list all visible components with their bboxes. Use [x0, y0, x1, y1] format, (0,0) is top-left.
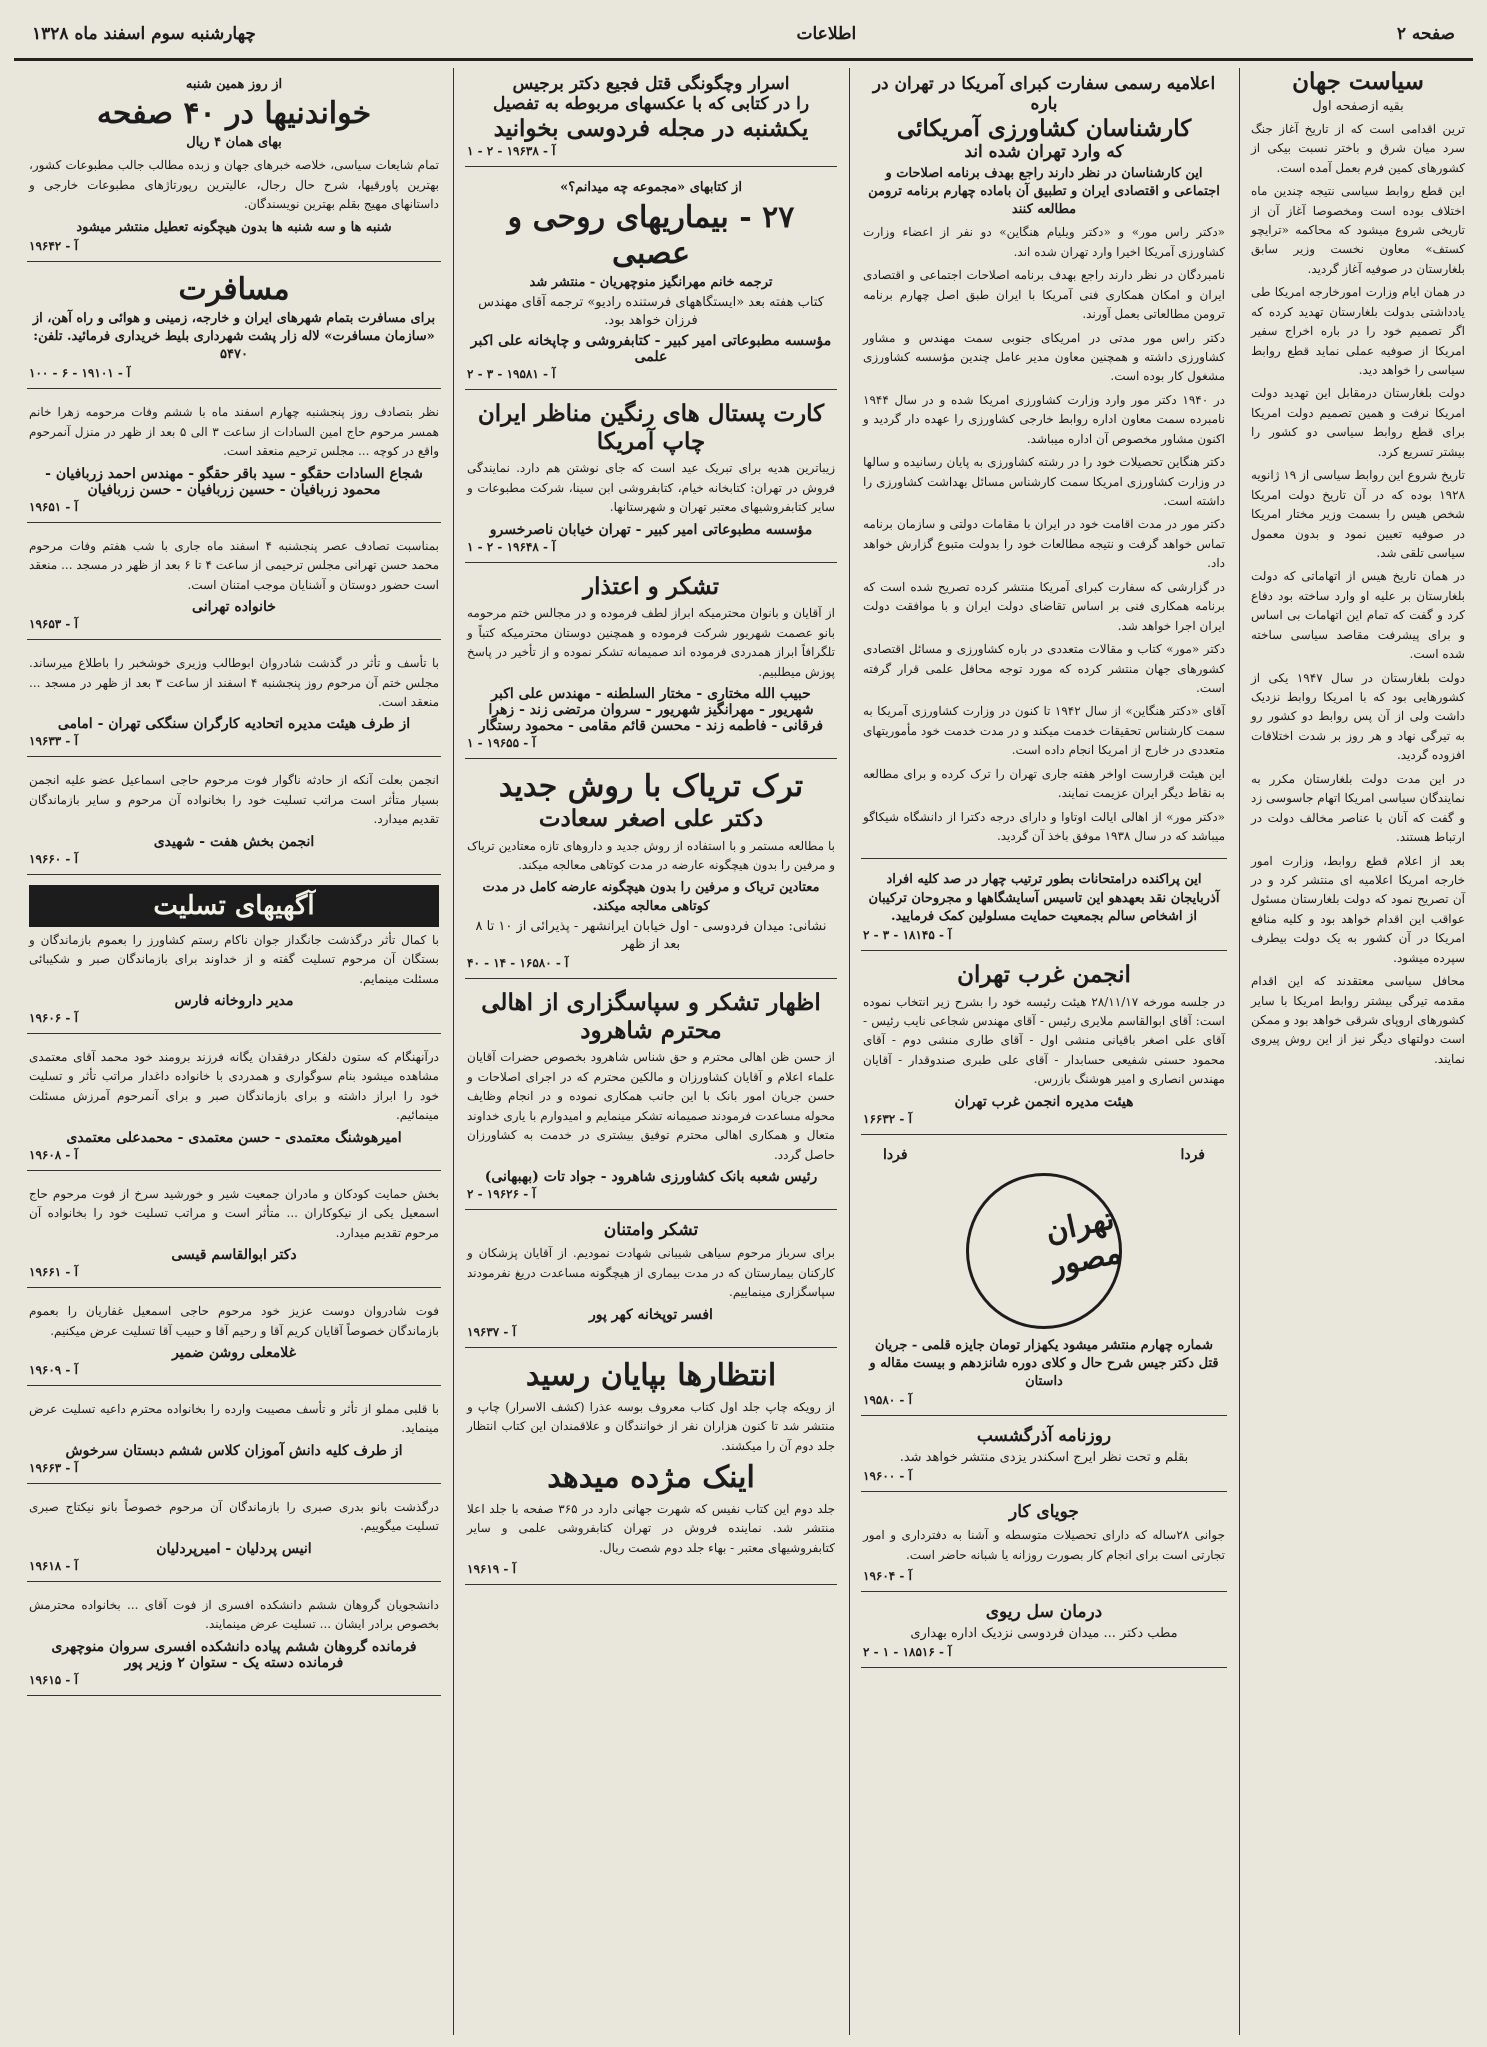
headline: کارت پستال های رنگین مناظر ایران: [477, 400, 825, 428]
ad-code: آ - ۱۹۵۸۱ - ۳ - ۲: [467, 367, 556, 382]
columns: [14, 68, 1473, 2035]
ad-postcards: [465, 394, 837, 563]
ad-code: آ - ۱۸۵۱۶ - ۱ - ۲: [863, 1644, 952, 1659]
notice-memorial-3: [27, 644, 441, 757]
ad-ferdowsi-magazine: [465, 68, 837, 167]
headline: اعلامیه رسمی سفارت کبرای آمریکا در تهران در باره: [872, 74, 1216, 115]
ad-code: آ - ۱۹۶۶۳: [29, 1460, 78, 1475]
ad-tb-charity: [861, 863, 1227, 951]
ad-book-release: [465, 1352, 837, 1586]
ad-code: آ - ۱۹۶۱۹: [467, 1562, 516, 1577]
ad-tb-treatment: [861, 1596, 1227, 1668]
ad-text: تمام شایعات سیاسی، خلاصه خبرهای جهان و زبده مطالب جالب مطبوعات کشور، بهترین پاورقیها، شرح حال رجال، عالیترین رپورتاژهای مطبوعات خارجی و داستانهای مهیج بقلم بهترین نویسندگان.: [29, 158, 439, 212]
ad-code: آ - ۱۹۶۶۱: [29, 1265, 78, 1280]
ad-code: آ - ۱۹۱۰۱ - ۶ - ۱۰۰: [29, 366, 131, 381]
headline: خواندنیها در ۴۰ صفحه: [96, 96, 372, 132]
ad-khandaniha: [27, 68, 441, 262]
translator: ترجمه خانم مهرانگیز منوچهریان - منتشر شد: [529, 274, 773, 290]
price: بهای همان ۴ ریال: [186, 135, 282, 151]
ad-code: آ - ۱۹۶۳۷: [467, 1324, 516, 1339]
notice-body: فوت شادروان دوست عزیز خود مرحوم حاجی اسمعیل غفاریان را بعموم بازماندگان خصوصاً آقایان کریم آقا و رحیم آقا و حبیب آقا تسلیت عرض میکنیم.: [29, 1304, 439, 1338]
series-name: از کتابهای «مجموعه چه میدانم؟»: [560, 180, 742, 196]
ad-code: آ - ۱۹۵۸۰: [863, 1393, 912, 1408]
article-paragraph: تاریخ شروع این روابط سیاسی از ۱۹ ژانویه ۱۹۲۸ بوده که در آن تاریخ دولت امریکا شخص هیس را بسمت وزیر مختار امریکا در صوفیه تعیین نمود و بدون معمول سیاسی تلقی شد.: [1251, 468, 1465, 560]
column-rule: [453, 68, 454, 2035]
ad-code: آ - ۱۹۶۰۹: [29, 1362, 78, 1377]
column-four: [19, 68, 449, 2035]
notice-body: درگذشت بانو بدری صبری را بازماندگان آن مرحوم خصوصاً بانو نیکتاج صبری تسلیت میگوییم.: [29, 1499, 439, 1534]
page-number: صفحه ۲: [1396, 24, 1455, 44]
column-three: [457, 68, 845, 2035]
headline: تشکر و اعتذار: [582, 572, 720, 600]
notice-body: در جلسه مورخه ۲۸/۱۱/۱۷ هیئت رئیسه خود را بشرح زیر انتخاب نموده است: آقای ابوالقاسم ملایری رئیس - آقای مهندس شجاعی نایب رئیس - آقای علی اصغر باقیانی منشی اول - آقای طاری منشی دوم - آقای محمود حسنی شفیعی حسابدار - آقای علی طبری صندوقدار - آقایان مهندس انصاری و امیر هوشنگ بازرس.: [863, 994, 1225, 1087]
ad-code: آ - ۱۶۶۳۲: [863, 1111, 912, 1126]
ad-code: آ - ۱۹۶۴۲: [29, 238, 78, 253]
article-paragraph: در ۱۹۴۰ دکتر مور وارد وزارت کشاورزی امریکا شده و در سال ۱۹۴۴ نامبرده سمت معاون اداره روابط خارجی کشاورزی را عهده دار گردید و اکنون مشاور مخصوص آن اداره میباشد.: [863, 392, 1225, 446]
headline: مسافرت: [178, 271, 290, 307]
ad-top-line: [863, 1145, 1225, 1165]
article-paragraph: این هیئت قرارست اواخر هفته جاری تهران را ترک کرده و برای مطالعه به نقاط دیگر ایران عزیمت نمایند.: [863, 766, 1225, 801]
notice-thanks-apology: [465, 567, 837, 759]
notice-shahrud-thanks: [465, 983, 837, 1210]
ad-text: برای مسافرت بتمام شهرهای ایران و خارجه، زمینی و هوائی و راه آهن، از «سازمان مسافرت» لاله زار پشت شهرداری بلیط خریداری فرمائید. تلفن: ۵۴۷۰: [32, 310, 436, 363]
ad-text: کتاب هفته بعد «ایستگاههای فرستنده رادیو» ترجمه آقای مهندس فرزان خواهد بود.: [478, 294, 824, 328]
column-rule: [1239, 68, 1240, 2035]
publisher: مؤسسه مطبوعاتی امیر کبیر - تهران خیابان ناصرخسرو: [489, 521, 813, 538]
condolence-2: [27, 1038, 441, 1171]
ad-code: آ - ۱۹۶۰۰: [863, 1468, 912, 1483]
ad-book-mental-illness: [465, 171, 837, 390]
ad-code: آ - ۱۹۶۵۱: [29, 499, 78, 514]
column-world-politics: [1243, 68, 1473, 2035]
signature: انیس پردلیان - امیرپردلیان: [156, 1540, 312, 1557]
ad-code: آ - ۱۸۱۴۵ - ۳ - ۲: [863, 928, 952, 943]
column-two: [853, 68, 1235, 2035]
notice-body: بخش حمایت کودکان و مادران جمعیت شیر و خورشید سرخ از فوت مرحوم حاج اسمعیل یکی از نیکوکاران ... متأثر است و مراتب تسلیت خود را بخانواده آن مرحوم تقدیم میدارد.: [29, 1186, 439, 1240]
ad-tehran-mosavar: [861, 1139, 1227, 1417]
notice-west-tehran-assoc: [861, 955, 1227, 1135]
ad-code: آ - ۱۹۶۰۸: [29, 1147, 78, 1162]
condolence-7: [27, 1586, 441, 1696]
article-paragraph: در همان تاریخ هیس از اتهاماتی که دولت بلغارستان بر علیه او وارد ساخته بود دفاع کرد و گفت که تمام این اتهامات بی اساس و برای پیشرفت مقاصد سیاسی ساخته شده است.: [1251, 569, 1465, 662]
subheadline: این کارشناسان در نظر دارند راجع بهدف برنامه اصلاحات و اجتماعی و اقتصادی ایران و تطبیق آن باماده چهارم برنامه ترومن مطالعه کنند: [868, 165, 1220, 218]
signature: از طرف کلیه دانش آموزان کلاس ششم دبستان سرخوش: [65, 1442, 403, 1459]
article-paragraph: این قطع روابط سیاسی نتیجه چندین ماه اختلاف بوده است ومخصوصا آغاز آن از تاریخی شروع میشود که محاکمه «ترایچو کستف» معاون نخست وزیر سابق بلغارستان در صوفیه آغاز گردید.: [1251, 184, 1465, 276]
publisher: مؤسسه مطبوعاتی امیر کبیر - کتابفروشی و چاپخانه علی اکبر علمی: [470, 333, 832, 366]
notice-memorial-2: [27, 527, 441, 640]
signature: غلامعلی روشن ضمیر: [172, 1344, 296, 1361]
ad-text: بقلم و تحت نظر ایرج اسکندر یزدی منتشر خواهد شد.: [899, 1449, 1189, 1465]
notice-body: درآنهنگام که ستون دلفکار درفقدان یگانه فرزند برومند خود محمد آقای معتمدی مشاهده میشود بنام سوگواری و همدردی با خانواده داغدار مراتب تأثر و تسلیت خود را ابراز داشته و برای بازماندگان صبر و برای آنمرحوم آمرزش مسئلت مینمائیم.: [29, 1050, 439, 1123]
signature: شجاع السادات حقگو - سید باقر حقگو - مهندس احمد زربافیان - محمود زربافیان - حسین زربافیان - حسن زربافیان: [45, 465, 423, 498]
article-paragraph: دکتر «مور» کتاب و مقالات متعددی در باره کشاورزی و مسائل اقتصادی کشورهای جهان منتشر کرده که مورد توجه محافل علمی قرار گرفته است.: [863, 642, 1225, 695]
article-paragraph: دکتر هنگاین تحصیلات خود را در رشته کشاورزی به پایان رسانیده و سالها در وزارت کشاورزی امریکا سمت کارشناس مسائل بهداشت کشاورزی را داشته است.: [863, 455, 1225, 509]
signature: انجمن بخش هفت - شهیدی: [153, 833, 315, 850]
ad-code: آ - ۱۹۶۱۵: [29, 1672, 78, 1687]
section-title: آگهیهای تسلیت: [29, 885, 439, 927]
article-paragraph: نامبردگان در نظر دارند راجع بهدف برنامه اصلاحات اجتماعی و اقتصادی ایران و امکان همکاری فنی آمریکا با ایران طبق اصل چهارم برنامه ترومن مطالعاتی بعمل آورند.: [863, 268, 1226, 322]
headline: محترم شاهرود: [580, 1016, 722, 1044]
ad-code: آ - ۱۹۶۲۶ - ۲: [467, 1187, 536, 1201]
signature: فرمانده گروهان ششم پیاده دانشکده افسری سروان منوچهری فرمانده دسته یک - ستوان ۲ وزیر پور: [51, 1638, 417, 1671]
condolence-6: [27, 1488, 441, 1582]
headline: اینک مژده میدهد: [547, 1460, 755, 1496]
condolence-3: [27, 1175, 441, 1288]
ad-text: جوانی ۲۸ساله که دارای تحصیلات متوسطه و آشنا به دفترداری و امور تجارتی است برای انجام کار بصورت روزانه یا شبانه حاضر است.: [863, 1528, 1225, 1562]
doctor-name: دکتر علی اصغر سعادت: [538, 804, 764, 832]
headline: اظهار تشکر و سپاسگزاری از اهالی: [481, 989, 821, 1017]
section-title: سیاست جهان: [1292, 68, 1424, 95]
headline: که وارد تهران شده اند: [964, 142, 1124, 163]
notice-body: با تأسف و تأثر در گذشت شادروان ابوطالب وزیری خوشخبر را باطلاع میرساند. مجلس ختم آن مرحوم روز پنجشنبه ۴ اسفند از ساعت ۳ بعد از ظهر در مسجد ... منعقد است.: [29, 656, 440, 709]
notice-body: از حسن ظن اهالی محترم و حق شناس شاهرود بخصوص حضرات آقایان علماء اعلام و آقایان کشاورزان و مالکین محترم که در اجرای اصلاحات و حسن جریان امور بانک با این جانب همکاری نموده و در انجام وظایف محوله مساعدت فرمودند صمیمانه تشکر مینمایم و امیدوارم با یاری خداوند متعال و همکاری اهالی محترم توفیق بیشتری در خدمت به کشاورزان حاصل گردد.: [467, 1050, 835, 1162]
article-paragraph: دکتر مور در مدت اقامت خود در ایران با مقامات دولتی و سازمان برنامه تماس خواهد گرفت و نتیجه مطالعات خود را بدولت متبوع گزارش خواهد داد.: [863, 517, 1225, 571]
ad-code: آ - ۱۹۶۱۸: [29, 1558, 78, 1573]
headline: چاپ آمریکا: [596, 427, 706, 455]
paper-name: اطلاعات: [796, 24, 857, 44]
notice-body: با قلبی مملو از تأثر و تأسف مصیبت وارده را بخانواده محترم داعیه تسلیت عرض مینماید.: [29, 1401, 439, 1436]
address: نشانی: میدان فردوسی - اول خیابان ایرانشهر - پذیرائی از ۱۰ تا ۸ بعد از ظهر: [475, 918, 827, 952]
ad-word: فردا: [1180, 1146, 1205, 1163]
ad-emphasis: شنبه ها و سه شنبه ها بدون هیچگونه تعطیل منتشر میشود: [76, 219, 392, 235]
condolence-4: [27, 1292, 441, 1386]
ad-word: فردا: [883, 1146, 908, 1163]
article-paragraph: دولت بلغارستان در سال ۱۹۴۷ یکی از کشورهایی بود که با امریکا روابط نزدیک داشت ولی از آن پس روابط دو کشور رو به تیرگی نهاد و هر روز بر شدت اختلافات افزوده گردید.: [1251, 670, 1465, 763]
masthead: [14, 10, 1473, 61]
issue-date: چهارشنبه سوم اسفند ماه ۱۳۲۸: [32, 24, 256, 44]
ad-azargoshasb: [861, 1420, 1227, 1492]
headline: روزنامه آذرگشسب: [976, 1426, 1112, 1447]
condolence-5: [27, 1390, 441, 1484]
article-paragraph: آقای «دکتر هنگاین» از سال ۱۹۴۲ تا کنون در وزارت کشاورزی آمریکا به سمت کارشناس تحقیقات خدمت میکند و در مدت خدمت خود مأموریتهای متعددی در خارج از امریکا انجام داده است.: [863, 704, 1225, 758]
column-rule: [849, 68, 850, 2035]
headline: کارشناسان کشاورزی آمریکائی: [896, 114, 1192, 142]
notice-body: انجمن بعلت آنکه از حادثه ناگوار فوت مرحوم حاجی اسماعیل عضو علیه انجمن بسیار متأثر است مراتب تسلیت خود را بخانواده آن مرحوم و سایر بازماندگان تقدیم میدارد.: [29, 773, 439, 827]
ad-text: این پراکنده درامتحانات بطور ترتیب چهار در صد کلیه افراد آذربایجان نقد بعهدهو این تاسیس آسایشگاهها و مجروحان ترکیبان از اشخاص سالم بجمعیت حمایت مسلولین کمک فرمایید.: [868, 872, 1220, 924]
ad-text: شماره چهارم منتشر میشود یکهزار تومان جایزه قلمی - جریان قتل دکتر جیس شرح حال و کلای دوره شانزدهم و بیست مقاله و داستان: [869, 1337, 1219, 1390]
headline: درمان سل ریوی: [985, 1602, 1103, 1623]
headline: جویای کار: [1009, 1501, 1079, 1522]
signature: حبیب الله مختاری - مختار السلطنه - مهندس علی اکبر شهریور - مهرانگیز شهریور - سروان مرتضی زند - زهرا فرقانی - فاطمه زند - محسن قائم مقامی - محمود رستگار: [478, 685, 824, 734]
signature: خانواده تهرانی: [192, 599, 276, 616]
article-paragraph: در گزارشی که سفارت کبرای آمریکا منتشر کرده تصریح شده است که برنامه همکاری فنی بر اساس تقاضای دولت ایران و با موافقت دولت ایران اجرا خواهد شد.: [863, 579, 1225, 633]
ad-code: آ - ۱۹۶۵۳: [29, 617, 78, 632]
article-agri-experts: [861, 68, 1227, 859]
article-paragraph: محافل سیاسی معتقدند که این اقدام مقدمه تیرگی بیشتر روابط امریکا با سایر کشورهای اروپای شرقی خواهد بود و ممکن است دولتهای دیگر نیز از این روش پیروی نمایند.: [1251, 974, 1465, 1066]
headline: انتظارها بپایان رسید: [525, 1357, 777, 1393]
headline: یکشنبه در مجله فردوسی بخوانید: [493, 114, 809, 142]
signature: امیرهوشنگ معتمدی - حسن معتمدی - محمدعلی معتمدی: [66, 1129, 402, 1146]
notice-body: بمناسبت تصادف عصر پنجشنبه ۴ اسفند ماه جاری با شب هفتم وفات مرحوم محمد حسن تهرانی مجلس ترحیمی از ساعت ۴ تا ۶ بعد از ظهر در مسجد ... منعقد است حضور دوستان و آشنایان موجب امتنان است.: [29, 538, 440, 592]
condolence-section: [27, 879, 441, 1034]
notice-gratitude: [465, 1214, 837, 1348]
notice-body: نظر بتصادف روز پنجشنبه چهارم اسفند ماه با ششم وفات مرحومه زهرا خانم همسر مرحوم حاج امین السادات از ساعت ۳ الی ۵ بعد از ظهر در منزل آنمرحوم واقع در کوچه ... مجلس ترحیم منعقد است.: [29, 405, 440, 459]
notice-body: برای سرباز مرحوم سیاهی شیبانی شهادت نمودیم. از آقایان پزشکان و کارکنان بیمارستان که در مدت بیماری از هیچگونه مساعدت دریغ نفرمودند سپاسگزاری مینماییم.: [467, 1246, 835, 1300]
ad-code: آ - ۱۹۶۳۸ - ۲ - ۱: [467, 144, 556, 159]
ad-code: آ - ۱۹۶۳۳: [29, 734, 78, 749]
ad-emphasis: معتادین تریاک و مرفین را بدون هیچگونه عارضه کامل در مدت کوتاهی معالجه میکند.: [482, 880, 820, 914]
headline: را در کتابی که با عکسهای مربوطه به تفصیل: [492, 94, 810, 115]
headline: تشکر وامتنان: [603, 1220, 699, 1240]
signature: هیئت مدیره انجمن غرب تهران: [954, 1093, 1134, 1110]
ad-code: آ - ۱۹۶۵۵ - ۱: [467, 735, 536, 750]
ad-travel: [27, 266, 441, 390]
signature: مدیر داروخانه فارس: [174, 993, 294, 1009]
notice-body: با کمال تأثر درگذشت جانگداز جوان ناکام رستم کشاورز را بعموم بازماندگان و بستگان آن مرحوم تسلیت گفته و از خداوند برای بازماندگان صبر و شکیبائی مسئلت مینمایم.: [29, 932, 439, 986]
article-paragraph: «دکتر مور» از اهالی ایالت اوتاوا و دارای درجه دکترا از دانشگاه شیکاگو میباشد که در سال ۱۹۳۸ موفق باخذ آن گردید.: [863, 809, 1225, 844]
signature: افسر توپخانه کهر پور: [589, 1306, 713, 1323]
ad-job-seeker: [861, 1496, 1227, 1592]
ad-code: آ - ۱۶۵۸۰ - ۱۴ - ۴۰: [467, 956, 569, 971]
ad-text: جلد دوم این کتاب نفیس که شهرت جهانی دارد در ۳۶۵ صفحه با جلد اعلا منتشر شد. نماینده فروش در تهران کتابفروشی علمی و سایر کتابفروشیهای معتبر - بهاء جلد دوم شصت ریال.: [467, 1502, 835, 1555]
headline: ترک تریاک با روش جدید: [498, 768, 804, 804]
headline: انجمن غرب تهران: [957, 961, 1131, 989]
signature: از طرف هیئت مدیره اتحادیه کارگران سنگکی تهران - امامی: [57, 716, 411, 733]
article-paragraph: بعد از اعلام قطع روابط، وزارت امور خارجه امریکا اعلامیه ای منتشر کرد و در آن تصریح نمود که دولت بلغارستان مسئول عواقب این اقدام خواهد بود و کلیه منافع امریکا در آن کشور به یک دولت بیطرف سپرده میشود.: [1251, 853, 1465, 965]
headline: ۲۷ - بیماریهای روحی و عصبی: [507, 199, 795, 271]
article-paragraph: «دکتر راس مور» و «دکتر ویلیام هنگاین» دو نفر از اعضاء وزارت کشاورزی آمریکا اخیرا وارد تهران شده اند.: [863, 225, 1225, 259]
notice-body: دانشجویان گروهان ششم دانشکده افسری از فوت آقای ... بخانواده محترمش بخصوص برادر ایشان ... تسلیت عرض مینمایند.: [29, 1597, 439, 1632]
article-paragraph: ترین اقدامی است که از تاریخ آغاز جنگ سرد میان شرق و باختر نسبت بیکی از کشورهای کمین فرم بعمل آمده است.: [1251, 121, 1465, 175]
notice-memorial-4: [27, 761, 441, 874]
signature: رئیس شعبه بانک کشاورزی شاهرود - جواد تات (بهبهانی): [484, 1169, 818, 1185]
ad-opium-treatment: [465, 763, 837, 979]
ad-code: آ - ۱۹۶۴۸ - ۲ - ۱: [467, 539, 556, 554]
notice-memorial-1: [27, 393, 441, 522]
article-paragraph: در این مدت دولت بلغارستان مکرر به نمایندگان سیاسی امریکا اتهام جاسوسی زد و گفت که آنان با عناصر مخالف دولت در ارتباط هستند.: [1251, 771, 1465, 845]
article-paragraph: دولت بلغارستان درمقابل این تهدید دولت امریکا نرفت و همین تصمیم دولت امریکا برای قطع روابط سیاسی دو کشور را بیشتر تسریع کرد.: [1251, 386, 1465, 459]
continued-note: بقیه ازصفحه اول: [1312, 98, 1404, 114]
ad-code: آ - ۱۹۶۰۶: [29, 1011, 78, 1025]
headline: اسرار وچگونگی قتل فجیع دکتر برجیس: [512, 74, 790, 94]
article-paragraph: دکتر راس مور مدتی در امریکای جنوبی سمت مهندس و مشاور کشاورزی داشته و همچنین معاون مدیر عامل چندین مؤسسه کشاورزی مشغول کار بوده است.: [863, 330, 1225, 384]
ad-text: با مطالعه مستمر و با استفاده از روش جدید و داروهای تازه معتادین تریاک و مرفین را بدون هیچگونه عارضه در مدت کوتاهی معالجه میکند.: [467, 838, 835, 872]
notice-body: از آقایان و بانوان محترمیکه ابراز لطف فرموده و در مجالس ختم مرحومه بانو عصمت شهریور شرکت فرموده و همچنین دوستان محترمیکه کتباً و تلگرافاً ابراز همدردی فرموده اند صمیمانه تشکر نموده و از تأخیر در پاسخ پوزش میطلبیم.: [467, 606, 835, 679]
ad-text: زیباترین هدیه برای تبریک عید است که جای نوشتن هم دارد. نمایندگی فروش در تهران: کتابخانه خیام، کتابفروشی ابن سینا، شرکت مطبوعات و سایر کتابفروشیهای معتبر تهران و شهرستانها.: [467, 461, 835, 515]
ad-code: آ - ۱۹۶۰۴: [863, 1569, 912, 1584]
magazine-logo: تهران مصور: [951, 1158, 1136, 1343]
ad-code: آ - ۱۹۶۶۰: [29, 851, 78, 866]
ad-text: مطب دکتر ... میدان فردوسی نزدیک اداره بهداری: [910, 1625, 1178, 1641]
article-paragraph: در همان ایام وزارت امورخارجه امریکا طی یادداشتی بدولت بلغارستان تهدید کرده که اگر تصمیم خود را در باره اخراج سفیر امریکا از صوفیه عملی نماید قطع روابط سیاسی را خواهد دید.: [1251, 285, 1465, 378]
ad-text: از رویکه چاپ جلد اول کتاب معروف بوسه عذرا (کشف الاسرار) چاپ و منتشر شد تا کنون هزاران نفر از خوانندگان و علاقمندان این کتاب انتظار جلد دوم آن را میکشند.: [467, 1399, 835, 1453]
ad-kicker: از روز همین شنبه: [185, 77, 283, 92]
signature: دکتر ابوالقاسم قیسی: [171, 1247, 297, 1264]
